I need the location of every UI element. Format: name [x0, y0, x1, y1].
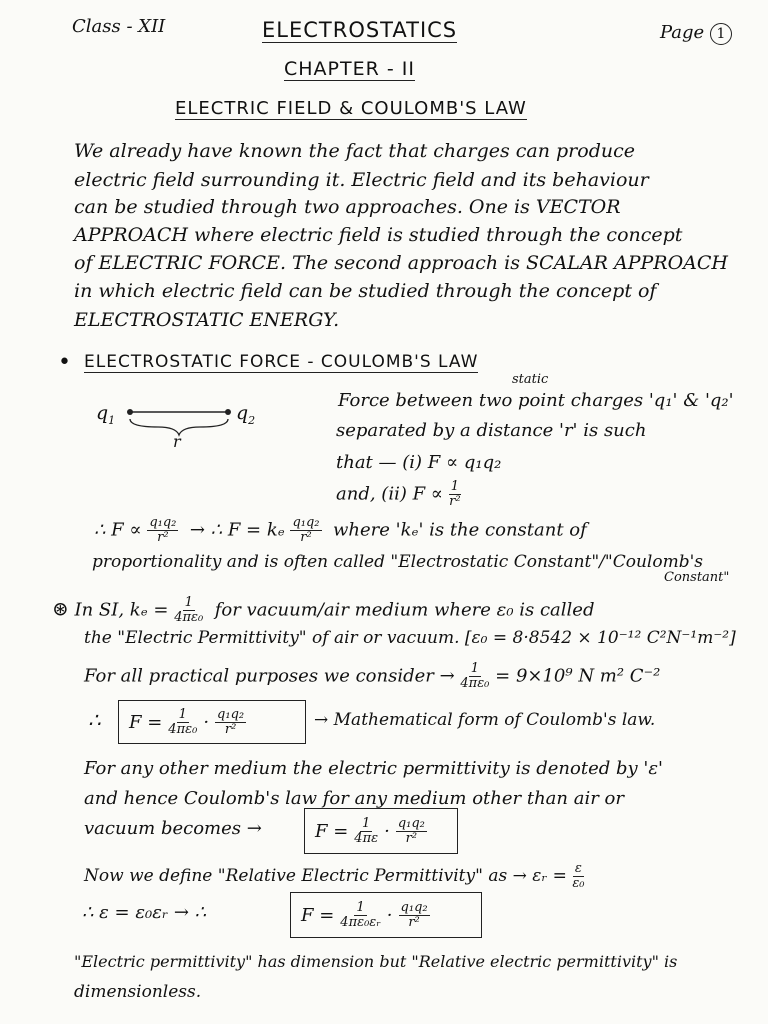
fraction-numerator: q₁q₂ [149, 515, 177, 530]
q2-symbol: q [236, 402, 249, 424]
fraction-numerator: 1 [450, 479, 459, 494]
fraction-numerator: q₁q₂ [217, 706, 245, 722]
relative-box-prefix: ∴ ε = ε₀εᵣ → ∴ [82, 902, 207, 923]
fraction-numerator: 1 [362, 815, 371, 831]
practical-fraction [460, 662, 489, 691]
fraction-numerator: 1 [184, 595, 193, 610]
relative-text: Now we define "Relative Electric Permittivity" as → εᵣ = [84, 866, 567, 886]
multiply-dot: · [386, 904, 393, 926]
practical-suffix: = 9×10⁹ N m² C⁻² [495, 665, 661, 687]
intro-line: in which electric field can be studied through the concept of [74, 280, 657, 302]
relative-constant-fraction [340, 901, 381, 930]
fraction-denominator: 4πε₀ [174, 610, 204, 625]
topic-title: ELECTRIC FIELD & COULOMB'S LAW [175, 98, 527, 119]
force-lhs: F = [129, 711, 163, 733]
fraction-numerator: 1 [356, 899, 365, 915]
charge-q1-label [96, 402, 115, 427]
other-medium-line: vacuum becomes → [84, 818, 262, 839]
page-number: 1 [710, 23, 732, 45]
charge-fraction [396, 817, 427, 846]
practical-prefix: For all practical purposes we consider → [84, 665, 455, 687]
other-medium-line: For any other medium the electric permittivity is denoted by 'ε' [84, 758, 663, 779]
multiply-dot: · [384, 820, 390, 842]
intro-line: can be studied through two approaches. One is VECTOR [74, 196, 621, 218]
fraction-numerator: q₁q₂ [397, 815, 425, 831]
charge-fraction [399, 901, 430, 930]
relative-permittivity-line [84, 862, 585, 891]
fraction-denominator: r² [224, 721, 237, 737]
therefore-prefix: ∴ F ∝ [94, 519, 142, 541]
force-lhs: F = [315, 820, 349, 842]
fraction-numerator: 1 [178, 706, 187, 722]
section-title: ELECTROSTATIC FORCE - COULOMB'S LAW [84, 352, 479, 372]
relative-law-box [290, 892, 482, 938]
statement-line: that — (i) F ∝ q₁q₂ [336, 452, 502, 473]
force-lhs: F = [301, 904, 335, 926]
page-number-label [660, 22, 732, 45]
star-icon: ⊛ [52, 596, 69, 621]
section-bullet: • [58, 350, 71, 375]
statement-line: Force between two point charges 'q₁' & 'q₂' [338, 390, 734, 411]
fraction-denominator: r² [449, 494, 461, 509]
chapter-title: CHAPTER - II [284, 58, 415, 80]
relative-fraction [572, 862, 584, 891]
fraction-denominator: 4πε [354, 830, 379, 846]
subject-title: ELECTROSTATICS [262, 18, 458, 42]
static-insert: static [512, 372, 549, 387]
multiply-dot: · [203, 711, 210, 733]
medium-law-box [304, 808, 458, 854]
therefore-symbol: ∴ [88, 708, 101, 732]
intro-line: We already have known the fact that charges can produce [74, 140, 635, 162]
closing-line: "Electric permittivity" has dimension but "Relative electric permittivity" is [74, 952, 678, 971]
si-prefix: In SI, kₑ = [74, 599, 169, 621]
intro-line: electric field surrounding it. Electric field and its behaviour [74, 169, 649, 191]
fraction-denominator: r² [300, 530, 312, 545]
class-label: Class - XII [72, 16, 166, 37]
fraction-numerator: q₁q₂ [292, 515, 320, 530]
fraction-denominator: r² [405, 830, 418, 846]
coulomb-law-box [118, 700, 306, 744]
q2-subscript: 2 [248, 413, 256, 427]
medium-constant-fraction [354, 817, 378, 846]
other-medium-line: and hence Coulomb's law for any medium other than air or [84, 788, 624, 809]
intro-line: APPROACH where electric field is studied through the concept [74, 224, 683, 246]
permittivity-line: the "Electric Permittivity" of air or vacuum. [ε₀ = 8·8542 × 10⁻¹² C²N⁻¹m⁻²] [84, 628, 736, 648]
therefore-suffix: where 'kₑ' is the constant of [332, 519, 587, 541]
charge-q2-label [236, 402, 255, 427]
constant-fraction [168, 708, 197, 737]
intro-line: ELECTROSTATIC ENERGY. [74, 309, 340, 331]
charge-product-fraction-2 [290, 516, 321, 545]
fraction-denominator: 4πε₀ [460, 676, 490, 691]
fraction-denominator: r² [157, 530, 169, 545]
intro-line: of ELECTRIC FORCE. The second approach is SCALAR APPROACH [74, 252, 728, 274]
therefore-arrow: → ∴ F = kₑ [189, 519, 285, 541]
q1-symbol: q [96, 402, 109, 424]
practical-line [84, 662, 660, 691]
coulomb-constant-fraction [174, 596, 203, 625]
inverse-square-fraction [449, 480, 461, 509]
fraction-numerator: 1 [470, 661, 480, 676]
fraction-denominator: 4πε₀εᵣ [340, 914, 381, 930]
therefore-line [94, 516, 587, 545]
q1-subscript: 1 [108, 413, 116, 427]
statement-prefix: and, (ii) F ∝ [336, 483, 443, 505]
charge-fraction [215, 708, 246, 737]
proportionality-tail: Constant" [664, 570, 730, 585]
closing-line: dimensionless. [74, 982, 202, 1002]
charge-product-fraction [147, 516, 178, 545]
statement-line-4 [336, 480, 461, 509]
si-line [52, 596, 594, 625]
proportionality-line: proportionality and is often called "Electrostatic Constant"/"Coulomb's [92, 552, 703, 572]
fraction-denominator: ε₀ [572, 876, 585, 891]
fraction-numerator: ε [574, 861, 582, 876]
coulomb-law-label: → Mathematical form of Coulomb's law. [314, 710, 656, 730]
fraction-denominator: 4πε₀ [168, 721, 198, 737]
fraction-denominator: r² [408, 914, 420, 930]
distance-r-label: r [173, 432, 181, 451]
si-suffix: for vacuum/air medium where ε₀ is called [214, 599, 595, 621]
fraction-numerator: q₁q₂ [400, 899, 428, 915]
page-label: Page [660, 22, 705, 43]
statement-line: separated by a distance 'r' is such [336, 420, 647, 441]
